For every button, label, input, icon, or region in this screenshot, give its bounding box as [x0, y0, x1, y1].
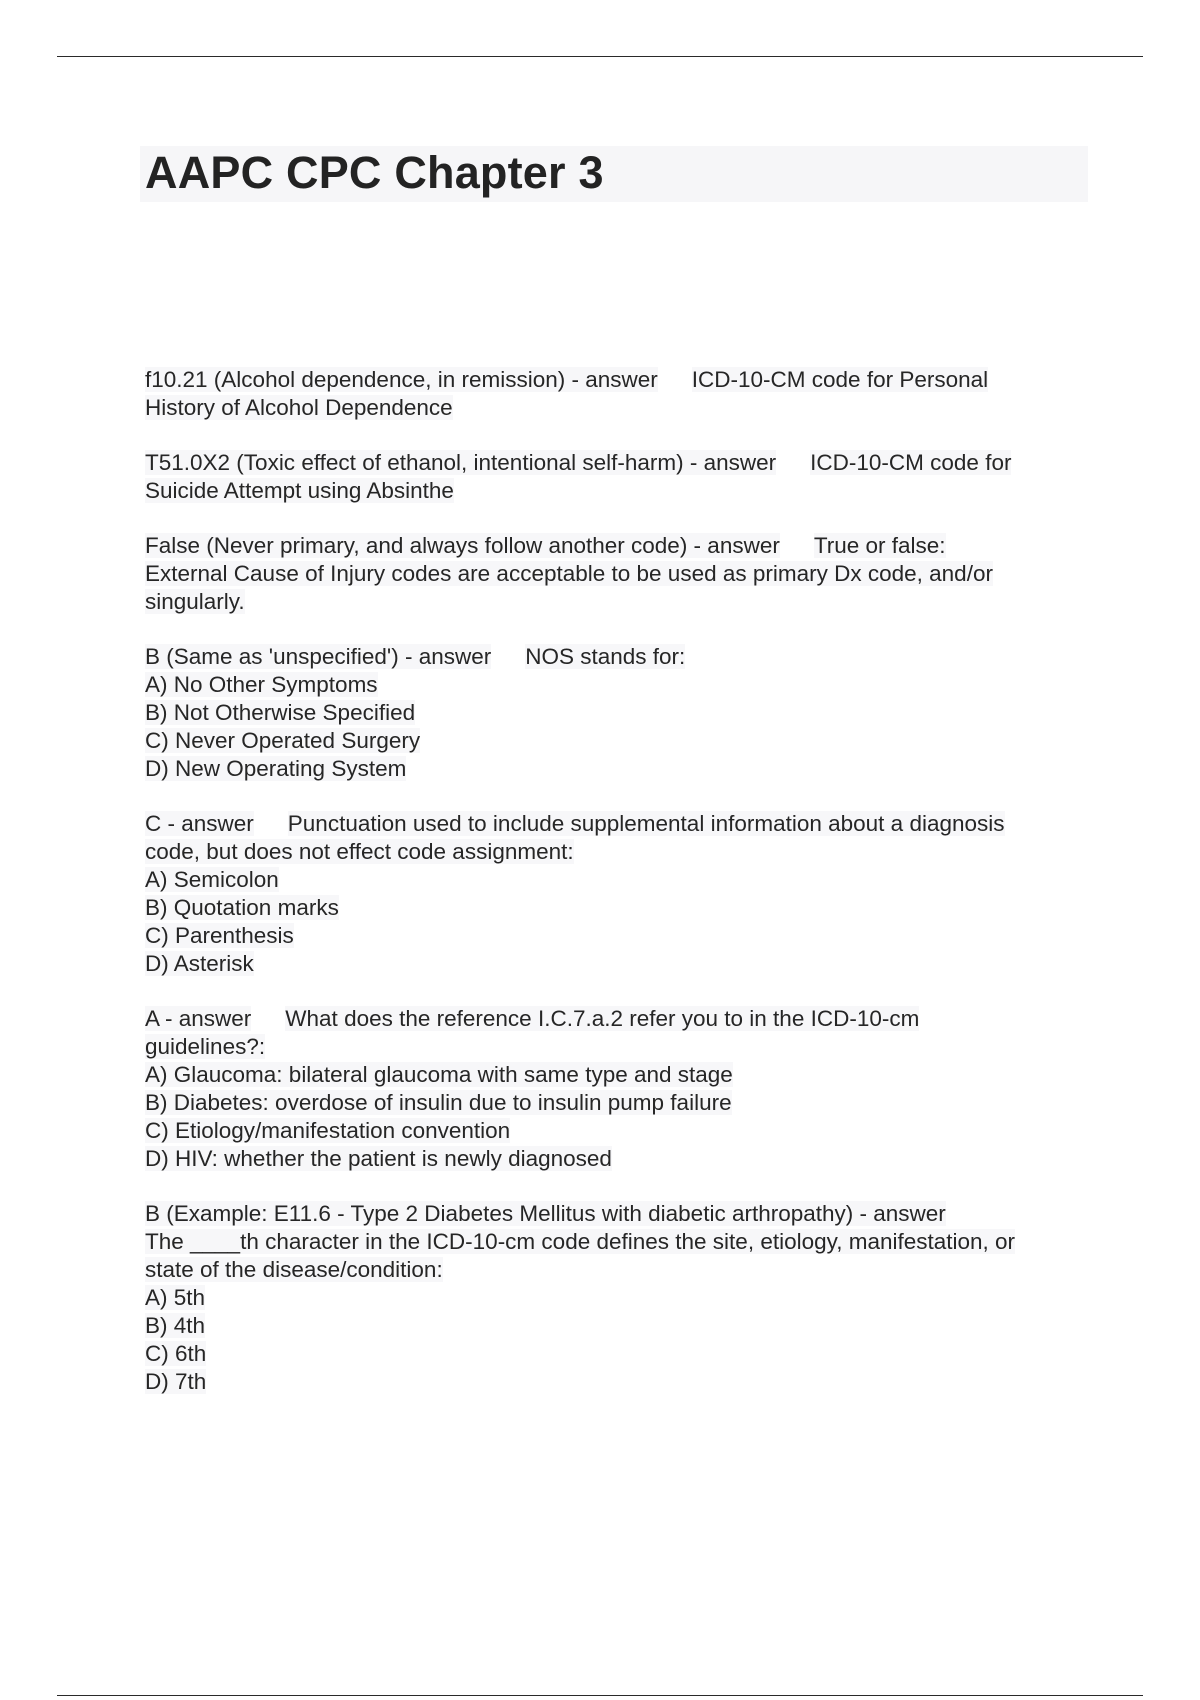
flashcard-first-line	[145, 1005, 1085, 1033]
option-line: B) 4th	[145, 1313, 206, 1338]
option-line: C) Etiology/manifestation convention	[145, 1118, 511, 1143]
option-line: A) Glaucoma: bilateral glaucoma with same type and stage	[145, 1062, 733, 1087]
question-line: state of the disease/condition:	[145, 1257, 443, 1282]
option-line: D) 7th	[145, 1369, 207, 1394]
flashcard	[145, 1005, 1085, 1173]
flashcard-first-line	[145, 1200, 1085, 1228]
question-line: The ____th character in the ICD-10-cm code defines the site, etiology, manifestation, or	[145, 1229, 1016, 1254]
option-line: C) 6th	[145, 1341, 207, 1366]
question-line: History of Alcohol Dependence	[145, 395, 453, 420]
answer-text: C - answer	[145, 811, 254, 836]
flashcard-first-line	[145, 532, 1085, 560]
option-line: D) New Operating System	[145, 756, 407, 781]
question-line: guidelines?:	[145, 1034, 266, 1059]
bottom-rule	[57, 1695, 1143, 1696]
question-text: True or false:	[813, 533, 946, 558]
top-rule	[57, 56, 1143, 57]
answer-text: A - answer	[145, 1006, 252, 1031]
flashcard	[145, 366, 1085, 422]
option-line: C) Parenthesis	[145, 923, 294, 948]
option-line: B) Diabetes: overdose of insulin due to insulin pump failure	[145, 1090, 732, 1115]
answer-text: B (Same as 'unspecified') - answer	[145, 644, 492, 669]
question-text: What does the reference I.C.7.a.2 refer you to in the ICD-10-cm	[285, 1006, 920, 1031]
question-text: ICD-10-CM code for	[810, 450, 1012, 475]
option-line: B) Quotation marks	[145, 895, 339, 920]
question-text: Punctuation used to include supplemental information about a diagnosis	[287, 811, 1005, 836]
flashcard-first-line	[145, 643, 1085, 671]
flashcard	[145, 643, 1085, 783]
answer-text: T51.0X2 (Toxic effect of ethanol, intentional self-harm) - answer	[145, 450, 777, 475]
flashcard	[145, 532, 1085, 616]
question-line: code, but does not effect code assignment:	[145, 839, 574, 864]
answer-text: False (Never primary, and always follow another code) - answer	[145, 533, 780, 558]
question-line: External Cause of Injury codes are acceptable to be used as primary Dx code, and/or	[145, 561, 993, 586]
flashcard-list	[145, 366, 1085, 1423]
question-line: Suicide Attempt using Absinthe	[145, 478, 454, 503]
flashcard	[145, 810, 1085, 978]
option-line: C) Never Operated Surgery	[145, 728, 421, 753]
option-line: A) No Other Symptoms	[145, 672, 378, 697]
flashcard-first-line	[145, 449, 1085, 477]
flashcard-first-line	[145, 366, 1085, 394]
answer-text: f10.21 (Alcohol dependence, in remission) - answer	[145, 367, 658, 392]
question-text: NOS stands for:	[525, 644, 686, 669]
flashcard-first-line	[145, 810, 1085, 838]
option-line: D) Asterisk	[145, 951, 254, 976]
flashcard	[145, 1200, 1085, 1396]
answer-text: B (Example: E11.6 - Type 2 Diabetes Mellitus with diabetic arthropathy) - answer	[145, 1201, 946, 1226]
option-line: B) Not Otherwise Specified	[145, 700, 416, 725]
question-text: ICD-10-CM code for Personal	[691, 367, 989, 392]
document-title: AAPC CPC Chapter 3	[145, 147, 604, 198]
question-line: singularly.	[145, 589, 245, 614]
option-line: A) Semicolon	[145, 867, 279, 892]
option-line: A) 5th	[145, 1285, 206, 1310]
flashcard	[145, 449, 1085, 505]
option-line: D) HIV: whether the patient is newly diagnosed	[145, 1146, 612, 1171]
